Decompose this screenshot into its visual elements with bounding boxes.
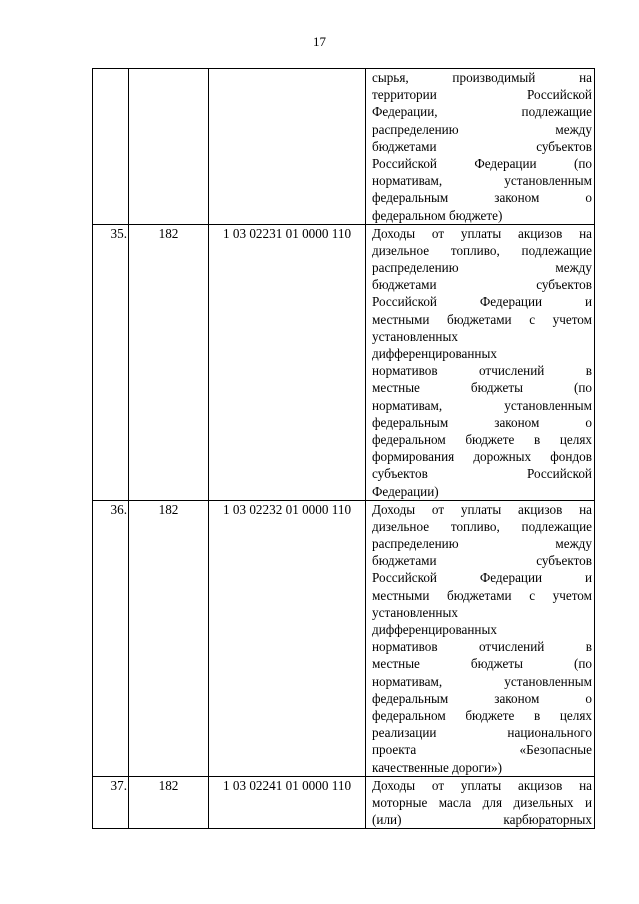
revenue-name-line: установленных [372,328,458,344]
revenue-name-line: федеральном бюджете в целях [372,707,592,723]
table-row [93,776,595,829]
revenue-name-line: федеральным законом о [372,190,592,206]
revenue-name-line: дизельное топливо, подлежащие [372,242,592,258]
revenue-name-line: реализации национального [372,725,592,741]
administrator-code-cell: 182 [129,500,209,776]
revenue-name-line: формирования дорожных фондов [372,449,592,465]
revenue-name-line: распределению между [372,121,592,137]
revenue-name-line: распределению между [372,260,592,276]
row-number-cell: 35. [93,224,129,500]
revenue-name-line: сырья, производимый на [372,70,592,85]
row-number-cell [93,69,129,225]
revenue-name-line: бюджетами субъектов [372,277,592,293]
revenue-name-line: дизельное топливо, подлежащие [372,518,592,534]
budget-classification-code-cell: 1 03 02241 01 0000 110 [209,776,366,829]
revenue-name-line: территории Российской [372,87,592,103]
revenue-name-line: федеральном бюджете в целях [372,431,592,447]
revenue-name-line: дифференцированных [372,622,497,637]
revenue-name-line: местными бюджетами с учетом [372,311,592,327]
revenue-name-cell [366,500,595,776]
revenue-name-line: федеральным законом о [372,690,592,706]
revenue-name-line: Российской Федерации и [372,294,592,310]
budget-classification-code-cell: 1 03 02231 01 0000 110 [209,224,366,500]
revenue-name-line: федеральным законом о [372,414,592,430]
revenue-name-line: Российской Федерации и [372,570,592,586]
revenue-name-line: субъектов Российской [372,466,592,482]
revenue-name-line: нормативам, установленным [372,673,592,689]
revenue-name-line: Доходы от уплаты акцизов на [372,225,592,241]
revenue-name-line: местные бюджеты (по [372,380,592,396]
revenue-name-line: качественные дороги») [372,759,503,775]
revenue-name-line: местными бюджетами с учетом [372,587,592,603]
revenue-name-line: бюджетами субъектов [372,138,592,154]
revenue-name-line: нормативов отчислений в [372,639,592,655]
revenue-name-line: Доходы от уплаты акцизов на [372,777,592,793]
table-row [93,224,595,500]
revenue-name-line: Доходы от уплаты акцизов на [372,501,592,517]
row-number-cell: 36. [93,500,129,776]
revenue-name-line: нормативам, установленным [372,173,592,189]
revenue-name-cell [366,224,595,500]
table-row [93,500,595,776]
revenue-name-line: бюджетами субъектов [372,553,592,569]
revenue-name-line: федеральном бюджете) [372,207,503,223]
revenue-name-line: нормативов отчислений в [372,363,592,379]
row-number-cell: 37. [93,776,129,829]
table-body [93,69,595,829]
budget-revenue-table [92,68,595,829]
revenue-name-line: местные бюджеты (по [372,656,592,672]
revenue-name-line: дифференцированных [372,346,497,361]
revenue-name-line: моторные масла для дизельных и [372,794,592,810]
revenue-name-line: нормативам, установленным [372,397,592,413]
revenue-name-line: Российской Федерации (по [372,155,592,171]
revenue-name-line: установленных [372,604,458,620]
revenue-name-line: (или) карбюраторных [372,812,592,828]
administrator-code-cell: 182 [129,224,209,500]
revenue-name-line: распределению между [372,536,592,552]
revenue-name-cell [366,69,595,225]
table-row [93,69,595,225]
revenue-name-line: Федерации) [372,483,439,499]
revenue-name-cell [366,776,595,829]
budget-classification-code-cell [209,69,366,225]
page-number: 17 [313,34,326,49]
revenue-name-line: Федерации, подлежащие [372,104,592,120]
administrator-code-cell: 182 [129,776,209,829]
revenue-name-line: проекта «Безопасные [372,742,592,758]
budget-classification-code-cell: 1 03 02232 01 0000 110 [209,500,366,776]
administrator-code-cell [129,69,209,225]
